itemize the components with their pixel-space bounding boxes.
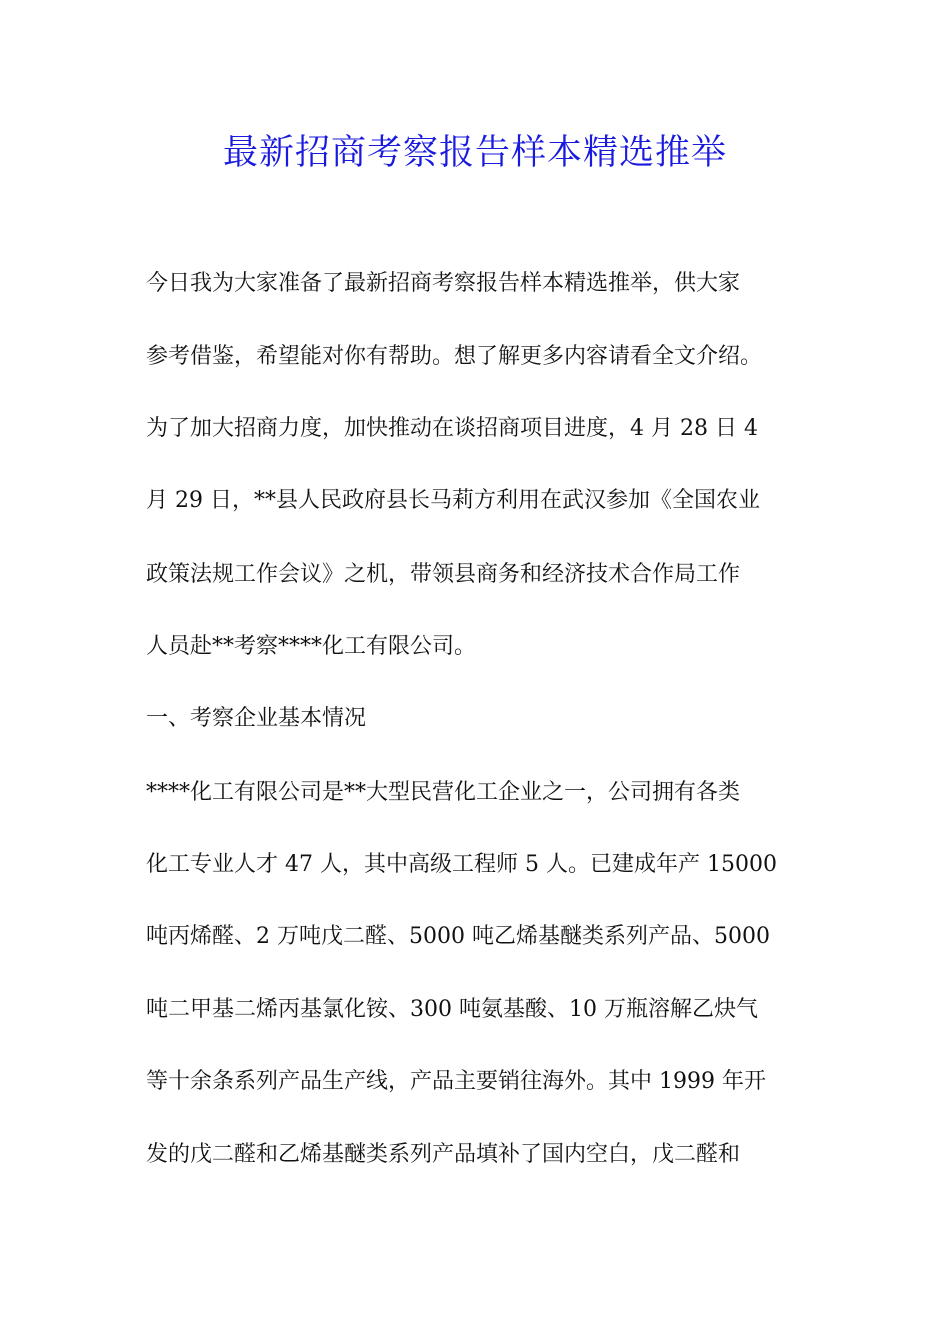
document-title: 最新招商考察报告样本精选推举 — [222, 133, 727, 173]
paragraph-line: 为了加大招商力度，加快推动在谈招商项目进度，4 月 28 日 4 — [146, 416, 758, 441]
paragraph-line: 月 29 日，**县人民政府县长马莉方利用在武汉参加《全国农业 — [146, 488, 760, 513]
section-heading: 一、考察企业基本情况 — [146, 706, 367, 731]
paragraph-line: ****化工有限公司是**大型民营化工企业之一，公司拥有各类 — [146, 780, 741, 805]
paragraph-line: 政策法规工作会议》之机，带领县商务和经济技术合作局工作 — [146, 562, 741, 587]
paragraph-line: 吨丙烯醛、2 万吨戊二醛、5000 吨乙烯基醚类系列产品、5000 — [146, 924, 770, 949]
paragraph-line: 发的戊二醛和乙烯基醚类系列产品填补了国内空白，戊二醛和 — [146, 1142, 741, 1167]
paragraph-line: 化工专业人才 47 人，其中高级工程师 5 人。已建成年产 15000 — [146, 852, 777, 877]
paragraph-line: 今日我为大家准备了最新招商考察报告样本精选推举，供大家 — [146, 271, 741, 296]
paragraph-line: 吨二甲基二烯丙基氯化铵、300 吨氨基酸、10 万瓶溶解乙炔气 — [146, 997, 758, 1022]
paragraph-line: 参考借鉴，希望能对你有帮助。想了解更多内容请看全文介绍。 — [146, 344, 763, 369]
paragraph-line: 人员赴**考察****化工有限公司。 — [146, 634, 477, 659]
paragraph-line: 等十余条系列产品生产线，产品主要销往海外。其中 1999 年开 — [146, 1069, 766, 1094]
